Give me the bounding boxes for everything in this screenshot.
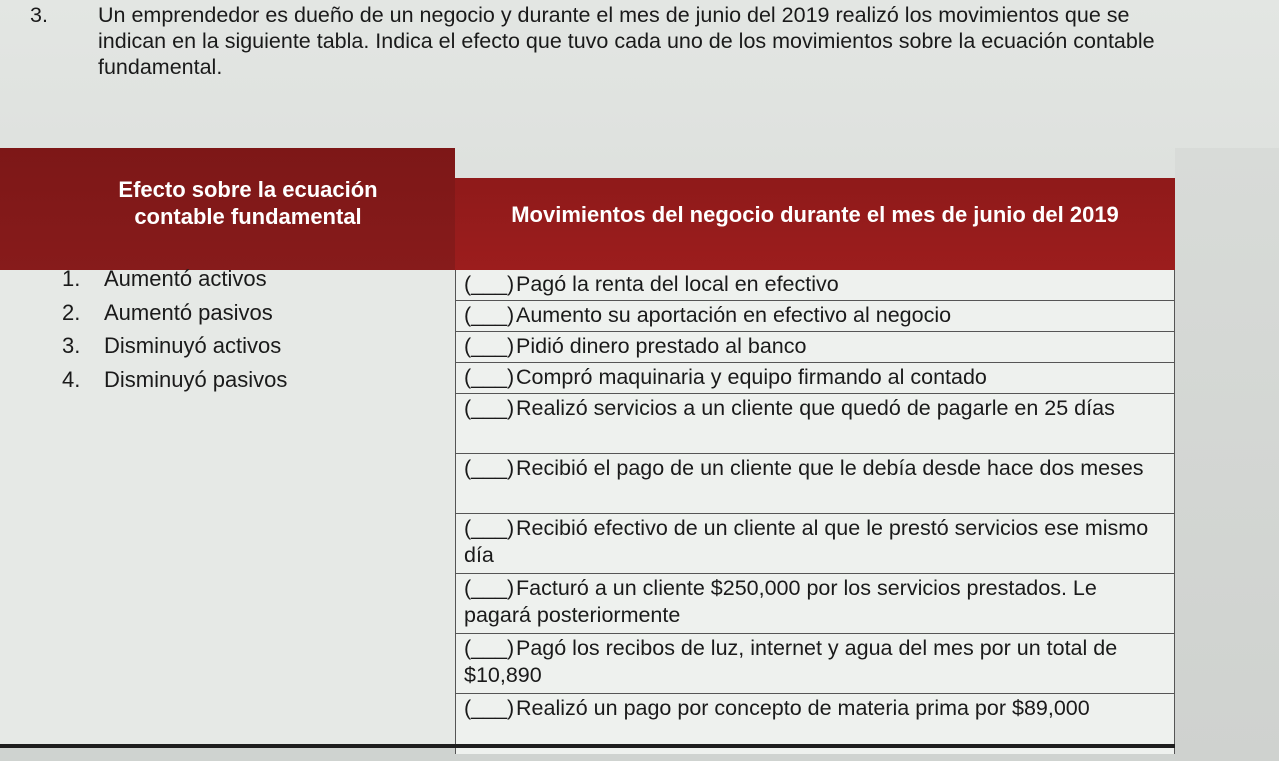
answer-blank[interactable]: (___): [464, 396, 515, 420]
effect-item: 3. Disminuyó activos: [62, 333, 282, 358]
question: [30, 2, 1180, 80]
effect-item: 1. Aumentó activos: [62, 266, 267, 291]
movement-row: (___)Realizó servicios a un cliente que quedó de pagarle en 25 días: [456, 394, 1174, 454]
answer-blank[interactable]: (___): [464, 456, 515, 480]
movement-row: (___)Pidió dinero prestado al banco: [456, 332, 1174, 363]
movements-column: [455, 270, 1175, 754]
answer-blank[interactable]: (___): [464, 272, 515, 296]
movement-row: (___)Recibió efectivo de un cliente al que le prestó servicios ese mismo día: [456, 514, 1174, 574]
question-number: 3.: [30, 3, 48, 27]
movement-row: (___)Compró maquinaria y equipo firmando al contado: [456, 363, 1174, 394]
header-left-title: Efecto sobre la ecuación contable fundamental: [118, 177, 378, 229]
answer-blank[interactable]: (___): [464, 516, 515, 540]
answer-blank[interactable]: (___): [464, 303, 515, 327]
movement-row: (___)Facturó a un cliente $250,000 por los servicios prestados. Le pagará posteriormente: [456, 574, 1174, 634]
answer-blank[interactable]: (___): [464, 334, 515, 358]
effect-item: 2. Aumentó pasivos: [62, 299, 273, 325]
movements-table: [0, 148, 1175, 748]
effect-item: 4. Disminuyó pasivos: [62, 366, 288, 392]
header-right-title: Movimientos del negocio durante el mes de junio del 2019: [511, 202, 1119, 227]
answer-blank[interactable]: (___): [464, 696, 515, 720]
answer-blank[interactable]: (___): [464, 365, 515, 389]
question-text: Un emprendedor es dueño de un negocio y durante el mes de junio del 2019 realizó los movimientos que se indican en la siguiente tabla. Indica el efecto que tuvo cada uno de los movimientos sobre la ecuación contable fundamental.: [98, 3, 1155, 79]
paper-margin: [1175, 148, 1279, 761]
movement-row: (___)Pagó los recibos de luz, internet y agua del mes por un total de $10,890: [456, 634, 1174, 694]
answer-blank[interactable]: (___): [464, 576, 515, 600]
movement-row: (___)Recibió el pago de un cliente que le debía desde hace dos meses: [456, 454, 1174, 514]
effects-list: [62, 262, 287, 396]
table-bottom-border: [0, 744, 1175, 748]
movement-row: (___)Pagó la renta del local en efectivo: [456, 270, 1174, 301]
movement-row: (___)Realizó un pago por concepto de materia prima por $89,000: [464, 696, 1090, 720]
movement-row: (___)Aumento su aportación en efectivo al negocio: [456, 301, 1174, 332]
answer-blank[interactable]: (___): [464, 636, 515, 660]
